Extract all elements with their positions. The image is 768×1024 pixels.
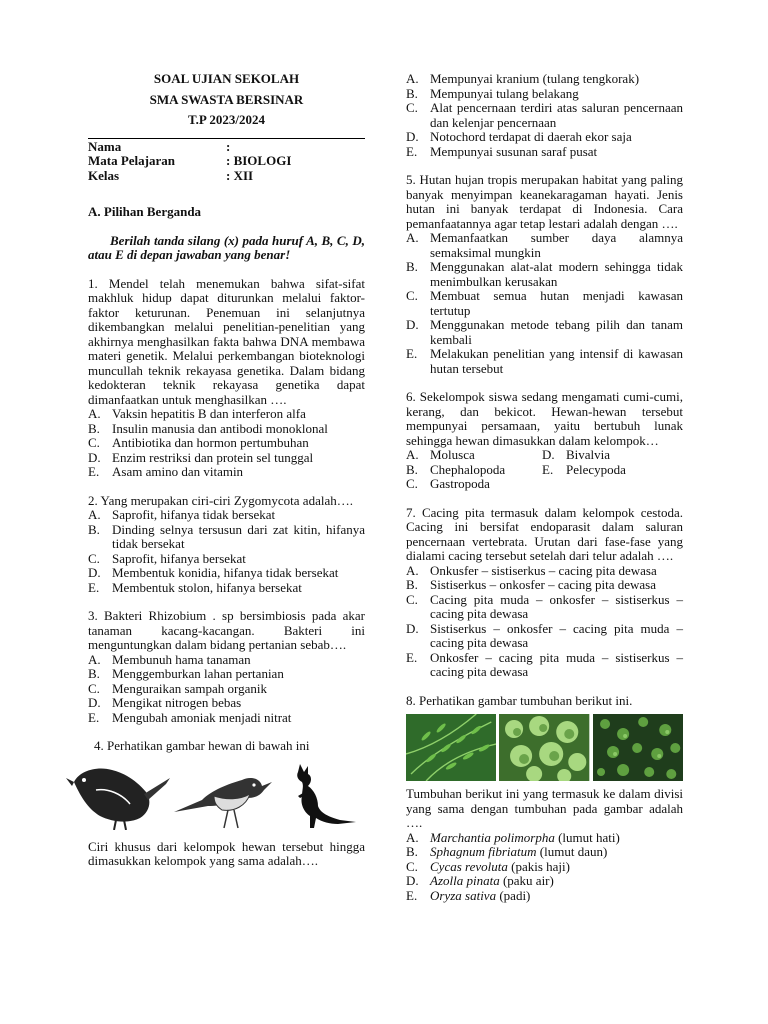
option-text: Melakukan penelitian yang intensif di kawasan hutan tersebut: [430, 346, 683, 376]
instruction: Berilah tanda silang (x) pada huruf A, B, C, D, atau E di depan jawaban yang benar!: [88, 232, 365, 262]
question-1: 1. Mendel telah menemukan bahwa sifat-sifat makhluk hidup dapat diturunkan melalui faktor-faktor keturunan. Penemuan ini selanjutnya dikembangkan melalui penelitian-penelitian yang akhirnya menghasilkan fakta bahwa DNA membawa materi genetik. Melalui perkembangan bioteknologi muncullah teknik rekayasa genetika. Dalam bidang kedokteran teknik rekayasa genetika dapat dimanfaatkan untuk menghasilkan ….: [88, 275, 365, 407]
option[interactable]: [406, 289, 683, 318]
option-letter: B.: [406, 259, 418, 274]
option-letter: A.: [406, 562, 419, 578]
option-text: Membunuh hama tanaman: [112, 651, 251, 667]
question-5: 5. Hutan hujan tropis merupakan habitat yang paling banyak menyimpan keanekaragaman hayati. Jenis hutan ini banyak terdapat di Indonesia. Cara pemanfaatannya agar tetap lestari adalah dengan ….: [406, 172, 683, 231]
option[interactable]: [88, 653, 365, 668]
option-letter: B.: [88, 420, 100, 436]
option-common-name: (padi): [496, 887, 531, 903]
option-text: Sistiserkus – onkosfer – cacing pita dewasa: [430, 577, 657, 592]
option-letter: B.: [88, 666, 100, 681]
option-letter: A.: [406, 447, 419, 462]
question-5-options: [406, 231, 683, 376]
option[interactable]: [406, 130, 683, 145]
right-column: [406, 72, 683, 903]
option-common-name: (paku air): [499, 873, 554, 888]
question-6: 6. Sekelompok siswa sedang mengamati cumi-cumi, kerang, dan bekicot. Hewan-hewan tersebut mempunyai persamaan, yaitu bertubuh lunak sehingga hewan dimasukkan dalam kelompok…: [406, 389, 683, 448]
option-text: Membentuk stolon, hifanya bersekat: [112, 579, 302, 595]
info-row: [88, 169, 365, 184]
option[interactable]: [88, 465, 365, 480]
option[interactable]: [406, 231, 683, 260]
option-text: Notochord terdapat di daerah ekor saja: [430, 129, 632, 144]
info-key: Nama: [88, 138, 122, 154]
fern-photo-1: [406, 714, 496, 781]
option[interactable]: [88, 566, 365, 581]
option[interactable]: [406, 101, 683, 130]
option-letter: C.: [88, 435, 100, 450]
option[interactable]: [406, 860, 683, 875]
left-column: [88, 72, 365, 869]
option-text: Menguraikan sampah organik: [112, 680, 267, 696]
option-letter: A.: [406, 71, 419, 86]
info-row: [88, 140, 365, 155]
option-text: Onkosfer – cacing pita muda – sistiserkus – cacing pita dewasa: [430, 649, 683, 679]
option-text: Sistiserkus – onkosfer – cacing pita muda – cacing pita dewasa: [430, 620, 683, 650]
option[interactable]: [406, 874, 683, 889]
option-text: Mengubah amoniak menjadi nitrat: [112, 709, 292, 725]
animal-illustrations: [88, 760, 365, 830]
info-key: Kelas: [88, 167, 120, 183]
option-text: Cacing pita muda – onkosfer – sistiserkus – cacing pita dewasa: [430, 591, 683, 621]
option-letter: C.: [406, 100, 418, 115]
question-8: Tumbuhan berikut ini yang termasuk ke dalam divisi yang sama dengan tumbuhan pada gambar adalah ….: [406, 786, 683, 830]
option[interactable]: [406, 845, 683, 860]
option-letter: D.: [88, 695, 101, 710]
option[interactable]: [88, 436, 365, 451]
option[interactable]: [542, 448, 683, 463]
option-letter: B.: [88, 521, 100, 537]
option[interactable]: [88, 451, 365, 466]
option-letter: C.: [406, 591, 418, 607]
fern-photos: [406, 714, 683, 781]
option[interactable]: [406, 578, 683, 593]
option[interactable]: [88, 523, 365, 552]
option-text: Mempunyai kranium (tulang tengkorak): [430, 71, 640, 86]
option[interactable]: [406, 318, 683, 347]
option-letter: A.: [406, 829, 419, 845]
option-letter: E.: [406, 143, 418, 159]
fern-photo-2: [499, 714, 589, 781]
option-text: Saprofit, hifanya bersekat: [112, 550, 246, 566]
option[interactable]: [406, 889, 683, 904]
option[interactable]: [406, 448, 542, 463]
question-7: 7. Cacing pita termasuk dalam kelompok cestoda. Cacing ini bersifat endoparasit dalam saluran pencernaan vertebrata. Urutan dari fase-fase yang dialami cacing tersebut setelah dari telur adalah ….: [406, 504, 683, 563]
option-letter: D.: [406, 620, 419, 636]
option[interactable]: [406, 347, 683, 376]
option[interactable]: [406, 593, 683, 622]
option-text: Pelecypoda: [566, 461, 626, 477]
option-letter: E.: [406, 649, 418, 665]
option[interactable]: [406, 651, 683, 680]
option[interactable]: [406, 622, 683, 651]
question-4-intro: 4. Perhatikan gambar hewan di bawah ini: [94, 738, 310, 753]
option-letter: B.: [406, 461, 418, 477]
option-letter: B.: [406, 577, 418, 592]
option-text: Menggemburkan lahan pertanian: [112, 666, 284, 681]
info-row: [88, 154, 365, 169]
option-text: Molusca: [430, 447, 475, 462]
option-common-name: (lumut daun): [536, 844, 608, 859]
wren-illustration: [66, 760, 176, 830]
option-letter: D.: [88, 565, 101, 580]
option-letter: C.: [406, 476, 418, 491]
option-text: Alat pencernaan terdiri atas saluran pencernaan dan kelenjar pencernaan: [430, 100, 683, 130]
option-letter: A.: [88, 651, 101, 667]
option-text: Insulin manusia dan antibodi monoklonal: [112, 420, 328, 436]
option-text: Vaksin hepatitis B dan interferon alfa: [112, 406, 306, 421]
option[interactable]: [88, 667, 365, 682]
question-8-intro: 8. Perhatikan gambar tumbuhan berikut ini.: [406, 692, 633, 708]
question-6-options: [406, 448, 683, 492]
option[interactable]: [406, 463, 542, 478]
school-name: SMA SWASTA BERSINAR: [149, 91, 304, 107]
exam-title: SOAL UJIAN SEKOLAH: [153, 71, 300, 86]
option[interactable]: [88, 581, 365, 596]
option-common-name: (lumut hati): [554, 829, 620, 845]
option-text: Membuat semua hutan menjadi kawasan tertutup: [430, 288, 683, 318]
option-letter: D.: [542, 447, 555, 462]
kangaroo-illustration: [290, 760, 360, 830]
section-heading: A. Pilihan Berganda: [88, 204, 202, 219]
option[interactable]: [88, 682, 365, 697]
option[interactable]: [88, 407, 365, 422]
option-scientific-name: Sphagnum fibriatum: [430, 844, 537, 859]
option-text: Asam amino dan vitamin: [112, 464, 244, 479]
option-scientific-name: Marchantia polimorpha: [430, 829, 555, 845]
option[interactable]: [542, 463, 683, 478]
option-text: Saprofit, hifanya tidak bersekat: [112, 507, 276, 522]
option[interactable]: [406, 564, 683, 579]
info-value: :: [226, 138, 231, 154]
option-letter: D.: [88, 449, 101, 465]
option-letter: D.: [406, 873, 419, 888]
option-text: Menggunakan metode tebang pilih dan tanam kembali: [430, 317, 683, 347]
option[interactable]: [406, 145, 683, 160]
option-text: Mempunyai tulang belakang: [430, 85, 579, 101]
question-1-options: [88, 407, 365, 480]
option-letter: C.: [88, 680, 100, 696]
option-scientific-name: Cycas revoluta: [430, 858, 508, 874]
option-text: Mengikat nitrogen bebas: [112, 695, 242, 710]
option-letter: B.: [406, 85, 418, 101]
option-letter: E.: [88, 579, 100, 595]
option-letter: D.: [406, 129, 419, 144]
question-3-options: [88, 653, 365, 726]
option-scientific-name: Azolla pinata: [430, 873, 500, 888]
student-info: [88, 138, 365, 184]
option-text: Enzim restriksi dan protein sel tunggal: [112, 449, 314, 465]
option-text: Antibiotika dan hormon pertumbuhan: [112, 435, 309, 450]
option[interactable]: [88, 508, 365, 523]
thrush-illustration: [168, 766, 278, 836]
option[interactable]: [406, 72, 683, 87]
info-value: : XII: [226, 167, 254, 183]
question-4-options: [406, 72, 683, 159]
option[interactable]: [88, 552, 365, 567]
option-letter: C.: [406, 858, 418, 874]
info-value: : BIOLOGI: [226, 153, 292, 168]
option[interactable]: [88, 711, 365, 726]
option[interactable]: [406, 87, 683, 102]
option[interactable]: [406, 831, 683, 846]
option-common-name: (pakis haji): [507, 858, 570, 874]
option-letter: A.: [88, 507, 101, 522]
question-4: Ciri khusus dari kelompok hewan tersebut hingga dimasukkan kelompok yang sama adalah….: [88, 838, 365, 868]
option-text: Bivalvia: [566, 447, 611, 462]
question-2: 2. Yang merupakan ciri-ciri Zygomycota adalah….: [88, 492, 353, 508]
option[interactable]: [88, 696, 365, 711]
option-scientific-name: Oryza sativa: [430, 887, 497, 903]
option-letter: C.: [406, 288, 418, 303]
option-text: Membentuk konidia, hifanya tidak bersekat: [112, 565, 339, 580]
option[interactable]: [88, 422, 365, 437]
option-letter: D.: [406, 317, 419, 332]
question-7-options: [406, 564, 683, 680]
school-year: T.P 2023/2024: [187, 112, 266, 127]
option-text: Gastropoda: [430, 476, 490, 491]
question-2-options: [88, 508, 365, 595]
option[interactable]: [406, 260, 683, 289]
option-letter: A.: [406, 230, 419, 245]
option-letter: E.: [542, 461, 554, 477]
option-text: Onkusfer – sistiserkus – cacing pita dewasa: [430, 562, 657, 578]
option-letter: E.: [406, 346, 418, 361]
option-letter: E.: [88, 464, 100, 479]
option-letter: B.: [406, 844, 418, 859]
option-text: Chephalopoda: [430, 461, 506, 477]
option-letter: A.: [88, 406, 101, 421]
option-text: Menggunakan alat-alat modern sehingga tidak menimbulkan kerusakan: [430, 259, 683, 289]
option[interactable]: [406, 477, 542, 492]
info-key: Mata Pelajaran: [88, 153, 176, 168]
option-text: Mempunyai susunan saraf pusat: [430, 143, 598, 159]
fern-photo-3: [593, 714, 683, 781]
question-3: 3. Bakteri Rhizobium . sp bersimbiosis pada akar tanaman kacang-kacangan. Bakteri ini menguntungkan dalam bidang pertanian sebab….: [88, 608, 365, 652]
option-text: Dinding selnya tersusun dari zat kitin, hifanya tidak bersekat: [112, 521, 365, 551]
option-letter: E.: [406, 887, 418, 903]
option-letter: C.: [88, 550, 100, 566]
option-text: Memanfaatkan sumber daya alamnya semaksimal mungkin: [430, 230, 683, 260]
option-letter: E.: [88, 709, 100, 725]
question-8-options: [406, 831, 683, 904]
